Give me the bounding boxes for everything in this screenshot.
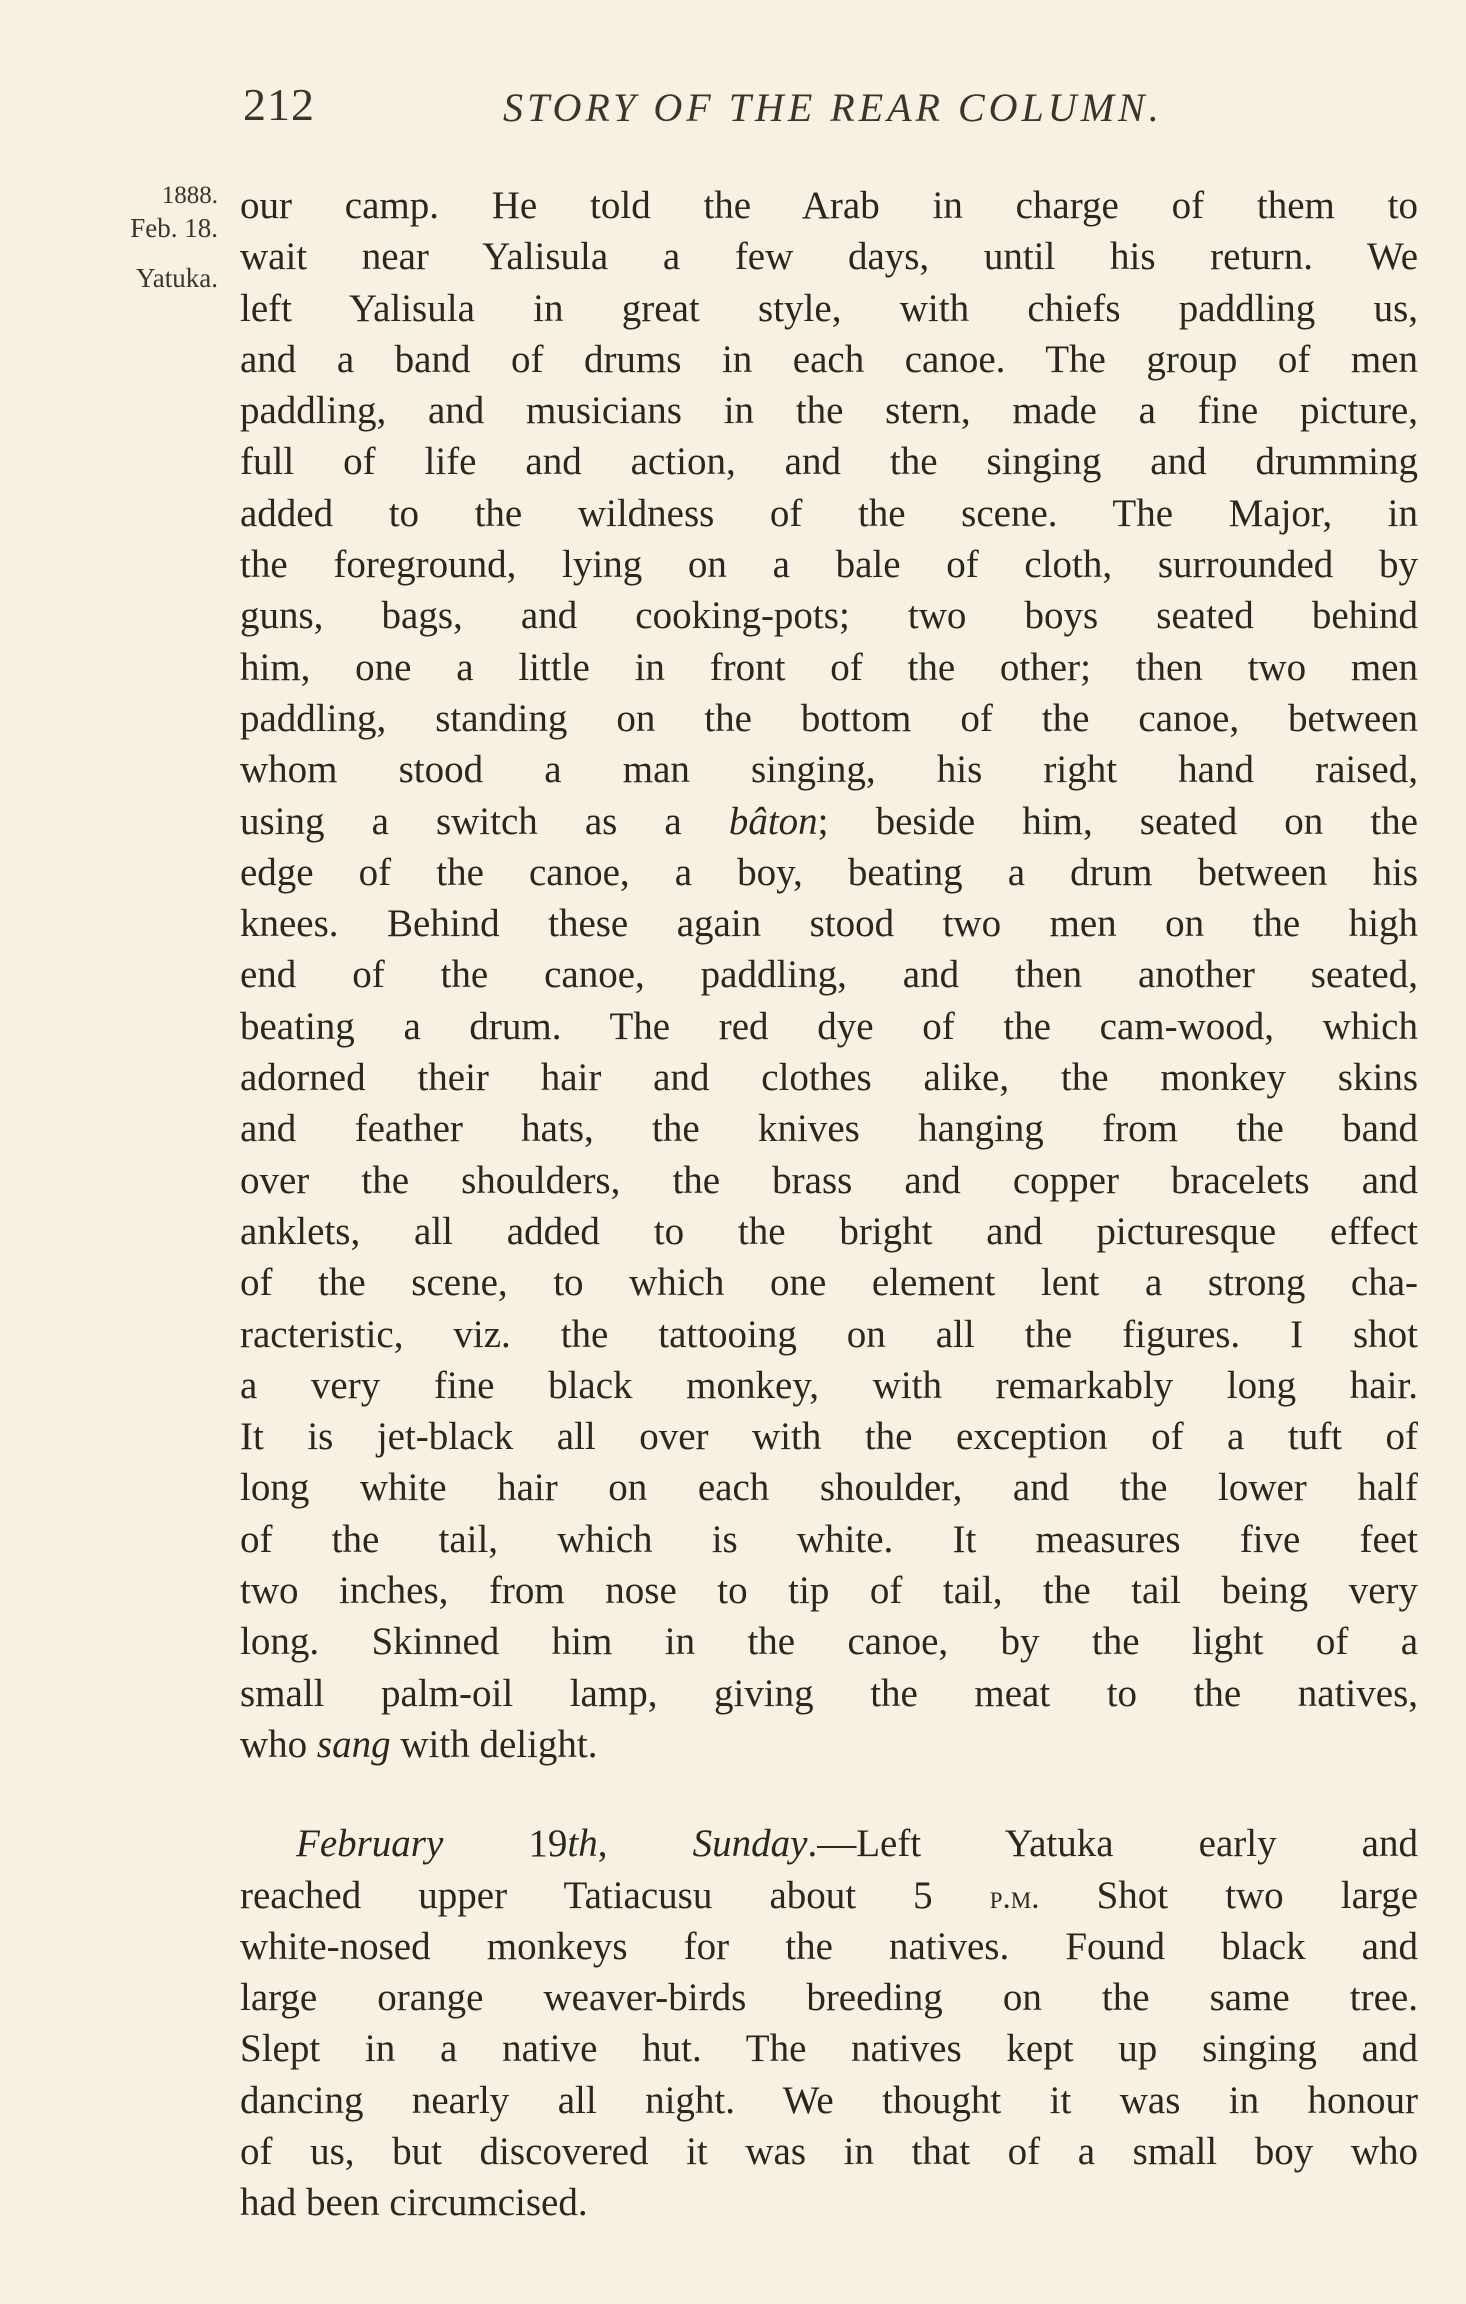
date-month: February [296,1822,444,1866]
text-line [240,1719,1418,1770]
margin-notes [78,180,218,294]
text-line: anklets, all added to the bright and picturesque effect [240,1209,1418,1253]
time-pm: p.m. [989,1879,1040,1916]
margin-date: Feb. 18. [130,213,218,243]
text-line: had been circumcised. [240,2181,588,2225]
date-weekday: Sunday [692,1822,808,1866]
text-line: wait near Yalisula a few days, until his return. We [240,235,1418,279]
italic-word: bâton [728,799,818,843]
text-line: guns, bags, and cooking-pots; two boys seated behind [240,594,1418,638]
text-line: paddling, standing on the bottom of the canoe, between [240,696,1418,740]
paragraph-1 [240,180,1418,1770]
text-line: paddling, and musicians in the stern, made a fine picture, [240,389,1418,433]
text-line: two inches, from nose to tip of tail, the tail being very [240,1569,1418,1613]
text-line: It is jet-black all over with the exception of a tuft of [240,1415,1418,1459]
text-line: long white hair on each shoulder, and the lower half [240,1466,1418,1510]
text-line: a very fine black monkey, with remarkably long hair. [240,1363,1418,1407]
text-line: edge of the canoe, a boy, beating a drum between his [240,850,1418,894]
text-segment: Left Yatuka early and [856,1822,1418,1866]
text-line: end of the canoe, paddling, and then another seated, [240,953,1418,997]
text-line: and a band of drums in each canoe. The group of men [240,337,1418,381]
text-line: our camp. He told the Arab in charge of them to [240,184,1418,227]
text-line [240,1870,1418,1921]
text-segment: with delight. [390,1722,598,1766]
paragraph-2 [240,1818,1418,2228]
text-line [240,796,1418,847]
italic-word: sang [316,1722,391,1766]
margin-year: 1888. [161,182,218,209]
body-text [240,180,1418,2229]
text-segment: Shot two large [1039,1873,1419,1917]
text-line: added to the wildness of the scene. The Major, in [240,491,1418,535]
text-line: of us, but discovered it was in that of a small boy who [240,2129,1418,2173]
text-line: and feather hats, the knives hanging from the band [240,1107,1418,1151]
page-number: 212 [243,79,315,130]
text-line: Slept in a native hut. The natives kept up singing and [240,2027,1418,2071]
text-line: the foreground, lying on a bale of cloth, surrounded by [240,543,1418,587]
text-line: dancing nearly all night. We thought it was in honour [240,2078,1418,2122]
text-line: small palm-oil lamp, giving the meat to the natives, [240,1671,1418,1715]
text-segment: using a switch as a [240,799,729,843]
text-line: left Yalisula in great style, with chiefs paddling us, [240,286,1418,330]
text-line: over the shoulders, the brass and copper bracelets and [240,1158,1418,1202]
text-line: whom stood a man singing, his right hand raised, [240,748,1418,792]
text-line: February 19th, Sunday.—Left Yatuka early and [296,1822,1418,1866]
text-line: beating a drum. The red dye of the cam-wood, which [240,1004,1418,1048]
text-segment: reached upper Tatiacusu about 5 [240,1873,990,1917]
text-line: of the tail, which is white. It measures five feet [240,1517,1418,1561]
text-line: racteristic, viz. the tattooing on all the figures. I shot [240,1312,1418,1356]
text-line: knees. Behind these again stood two men on the high [240,902,1418,946]
date-suffix: th [567,1822,598,1866]
text-segment: who [240,1722,317,1766]
text-line: white-nosed monkeys for the natives. Found black and [240,1924,1418,1968]
date-dash: .— [807,1822,857,1866]
text-line: large orange weaver-birds breeding on the same tree. [240,1976,1418,2020]
running-title: STORY OF THE REAR COLUMN. [503,85,1163,130]
text-line: adorned their hair and clothes alike, the monkey skins [240,1056,1418,1100]
text-line: him, one a little in front of the other; then two men [240,645,1418,689]
text-line: of the scene, to which one element lent a strong cha- [240,1261,1418,1305]
text-line: long. Skinned him in the canoe, by the light of a [240,1620,1418,1664]
date-day: 19 [528,1822,568,1866]
text-line: full of life and action, and the singing and drumming [240,440,1418,484]
text-segment: ; beside him, seated on the [817,799,1418,843]
margin-place: Yatuka. [135,263,218,293]
